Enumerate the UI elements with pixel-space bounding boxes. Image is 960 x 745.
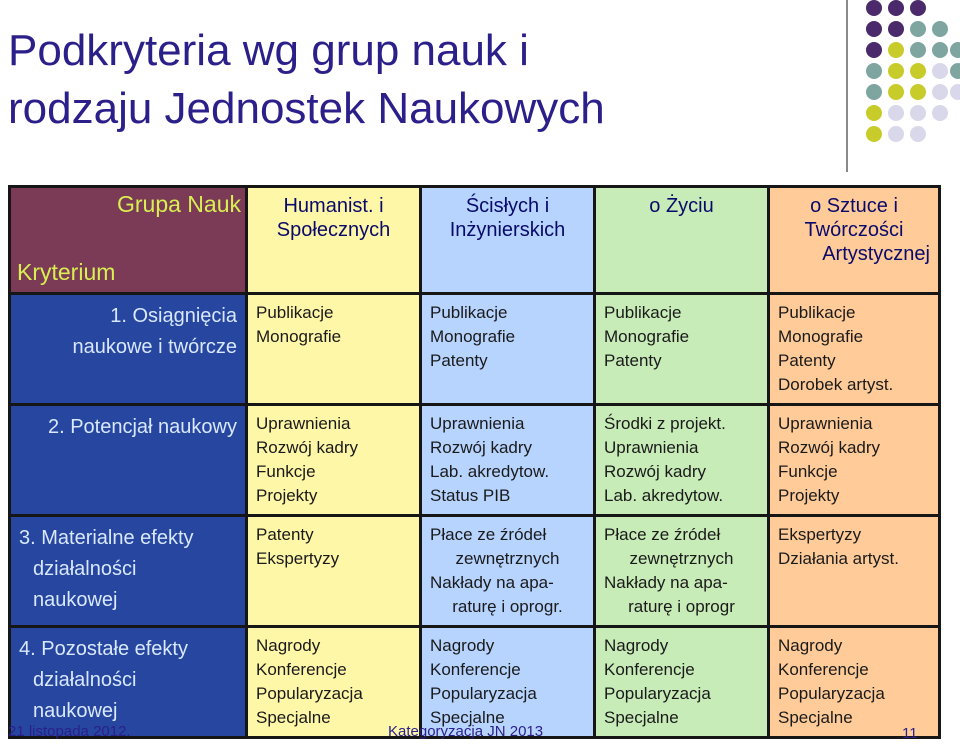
cell-text: Nagrody [604,636,669,655]
header-text: Twórczości [804,219,904,241]
cell-text: Uprawnienia [604,438,699,457]
criterion-text: 1. Osiągnięcia [110,305,237,327]
criterion-text: 2. Potencjał naukowy [47,416,237,438]
cell-text: Monografie [256,327,342,346]
criterion-cell [10,405,247,516]
criterion-text: naukowej [33,700,118,722]
header-scisle [421,187,595,294]
cell-humanist [247,627,421,738]
cell-text: Środki z projekt. [604,414,726,433]
cell-text: Funkcje [778,462,838,481]
cell-scisle [421,405,595,516]
cell-text: Patenty [430,351,488,370]
cell-text: Płace ze źródeł [604,525,721,544]
header-text: Humanist. i [283,195,384,217]
cell-scisle [421,516,595,627]
cell-zycie [595,405,769,516]
cell-text: Popularyzacja [604,684,711,703]
cell-text: Nakłady na apa- [430,573,554,592]
cell-text: Projekty [778,486,840,505]
header-text: Ścisłych i [465,195,550,217]
cell-sztuka [769,516,940,627]
cell-text: Monografie [778,327,864,346]
criterion-text: naukowe i twórcze [72,336,237,358]
decorative-dots-icon [862,0,960,150]
criterion-text: 3. Materialne efekty [19,527,194,549]
cell-text: Specjalne [778,708,853,727]
cell-text: Popularyzacja [778,684,885,703]
criterion-text: 4. Pozostałe efekty [19,638,188,660]
cell-text: Rozwój kadry [778,438,881,457]
cell-humanist [247,405,421,516]
cell-text: Publikacje [604,303,682,322]
cell-text: Nagrody [256,636,321,655]
cell-text: Monografie [604,327,690,346]
cell-text: raturę i oprogr [628,597,735,616]
cell-humanist [247,294,421,405]
cell-text: Patenty [778,351,836,370]
criterion-text: działalności [33,558,137,580]
cell-text: Płace ze źródeł [430,525,547,544]
cell-text: Rozwój kadry [430,438,533,457]
slide-title-line2: rodzaju Jednostek Naukowych [8,84,605,133]
cell-text: Konferencje [256,660,347,679]
cell-text: Patenty [256,525,314,544]
cell-sztuka [769,294,940,405]
cell-text: Rozwój kadry [604,462,707,481]
cell-text: Lab. akredytow. [604,486,724,505]
cell-sztuka [769,405,940,516]
criterion-text: naukowej [33,589,118,611]
cell-text: Status PIB [430,486,511,505]
header-text: Społecznych [276,219,391,241]
footer-title: Kategoryzacja JN 2013 [388,723,544,740]
cell-text: Konferencje [778,660,869,679]
cell-text: Publikacje [430,303,508,322]
table-header-row [10,187,940,294]
footer-date: 21 listopada 2012. [8,723,131,740]
cell-text: Nagrody [778,636,843,655]
cell-text: Monografie [430,327,516,346]
cell-text: Specjalne [256,708,331,727]
cell-text: Ekspertyzy [778,525,862,544]
cell-text: Specjalne [604,708,679,727]
header-humanist [247,187,421,294]
cell-scisle [421,294,595,405]
cell-text: Uprawnienia [256,414,351,433]
cell-text: Działania artyst. [778,549,899,568]
header-text: Inżynierskich [449,219,566,241]
cell-text: zewnętrznych [629,549,734,568]
criteria-table [8,185,941,739]
table-row [10,627,940,738]
cell-text: Specjalne [430,708,505,727]
cell-zycie [595,627,769,738]
cell-text: Funkcje [256,462,316,481]
header-text: Artystycznej [822,243,930,265]
cell-zycie [595,516,769,627]
table-row [10,405,940,516]
cell-text: Lab. akredytow. [430,462,550,481]
criterion-cell [10,627,247,738]
slide-number: 11 [902,725,918,742]
criterion-cell [10,516,247,627]
table-row [10,516,940,627]
table-corner-cell [10,187,247,294]
cell-sztuka [769,627,940,738]
header-sztuka [769,187,940,294]
cell-text: Publikacje [778,303,856,322]
cell-text: Projekty [256,486,318,505]
header-text: o Życiu [649,195,714,217]
cell-text: Dorobek artyst. [778,375,894,394]
cell-scisle [421,627,595,738]
table-row [10,294,940,405]
cell-text: Uprawnienia [430,414,525,433]
cell-text: Nakłady na apa- [604,573,728,592]
cell-text: Rozwój kadry [256,438,359,457]
cell-text: Nagrody [430,636,495,655]
cell-zycie [595,294,769,405]
cell-text: zewnętrznych [455,549,560,568]
slide-title [8,22,808,138]
cell-text: Popularyzacja [256,684,363,703]
cell-humanist [247,516,421,627]
cell-text: Konferencje [430,660,521,679]
cell-text: Konferencje [604,660,695,679]
cell-text: Publikacje [256,303,334,322]
cell-text: Popularyzacja [430,684,537,703]
criterion-text: działalności [33,669,137,691]
cell-text: Patenty [604,351,662,370]
cell-text: Ekspertyzy [256,549,340,568]
corner-label-criterion: Kryterium [17,259,116,285]
cell-text: raturę i oprogr. [452,597,563,616]
header-zycie [595,187,769,294]
corner-label-group: Grupa Nauk [116,191,241,217]
criterion-cell [10,294,247,405]
slide-title-line1: Podkryteria wg grup nauk i [8,26,529,75]
header-text: o Sztuce i [810,195,898,217]
cell-text: Uprawnienia [778,414,873,433]
decorative-divider [846,0,848,172]
